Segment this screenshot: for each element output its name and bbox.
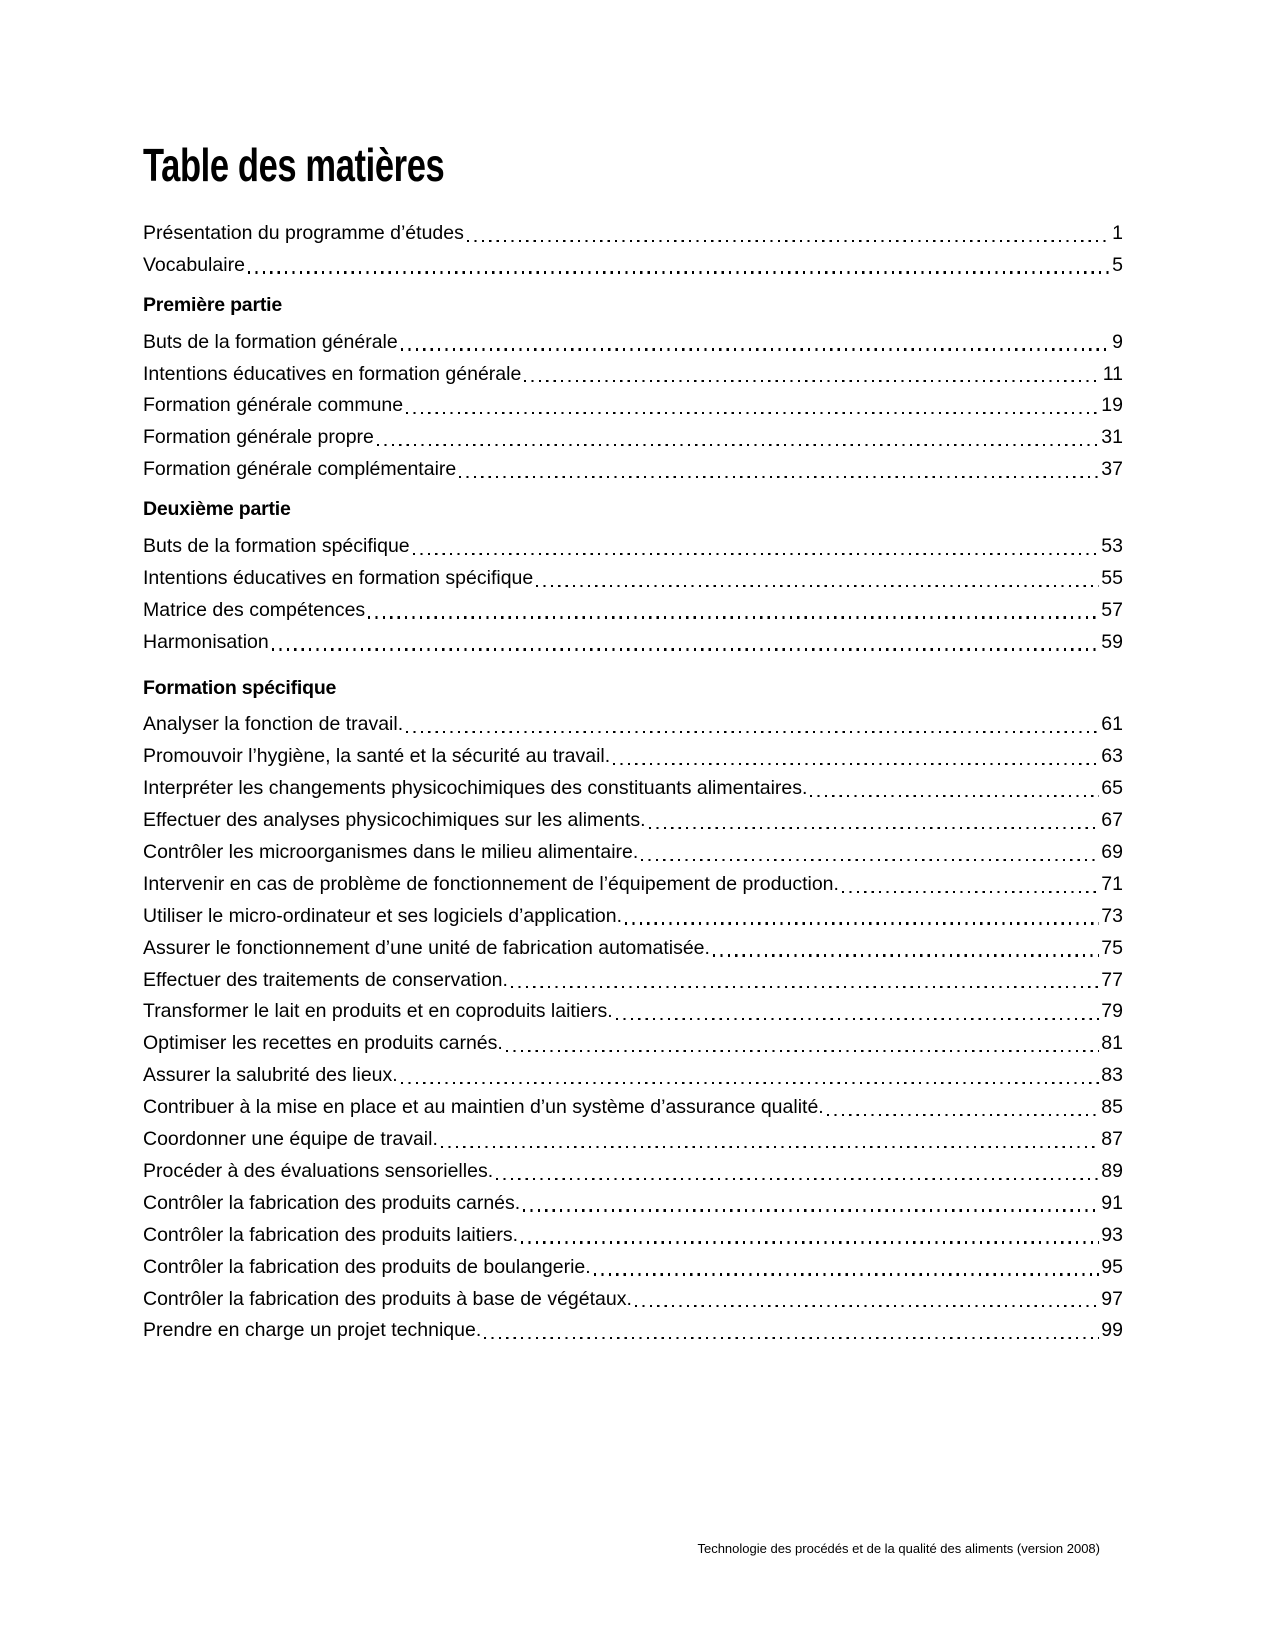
toc-entry-page-number: 61 [1101,713,1123,736]
toc-entry-page-number: 31 [1101,426,1123,449]
toc-entry[interactable] [143,1028,1123,1060]
toc-entry-label: Effectuer des traitements de conservation. [143,968,508,991]
page-title: Table des matières [143,139,445,191]
toc-entry-page-number: 9 [1112,330,1123,353]
dot-leader [459,476,1099,478]
toc-entry-page-number: 71 [1101,872,1123,895]
toc-entry-label: Contrôler la fabrication des produits à base de végétaux. [143,1287,632,1310]
toc-entry[interactable] [143,390,1123,422]
toc-entry-label: Procéder à des évaluations sensorielles. [143,1159,494,1182]
dot-leader [248,271,1110,273]
toc-entry-page-number: 19 [1101,394,1123,417]
toc-entry-label: Formation générale complémentaire [143,458,457,481]
toc-entry[interactable] [143,1315,1123,1347]
toc-entry-page-number: 65 [1101,777,1123,800]
toc-section [143,673,1123,1348]
dot-leader [377,444,1099,446]
dot-leader [536,585,1099,587]
toc-entry-page-number: 85 [1101,1096,1123,1119]
dot-leader [272,648,1100,650]
toc-entry-label: Contribuer à la mise en place et au maintien d’un système d’assurance qualité. [143,1096,824,1119]
toc-entry[interactable] [143,1220,1123,1252]
dot-leader [401,1082,1100,1084]
toc-entry[interactable] [143,422,1123,454]
dot-leader [406,731,1099,733]
dot-leader [713,954,1099,956]
dot-leader [496,1178,1099,1180]
toc-entry[interactable] [143,563,1123,595]
toc-entry[interactable] [143,805,1123,837]
toc-section-heading: Deuxième partie [143,498,291,521]
toc-section-heading: Formation spécifique [143,676,337,699]
toc-entry[interactable] [143,965,1123,997]
toc-entry-label: Assurer la salubrité des lieux. [143,1064,398,1087]
dot-leader [413,553,1100,555]
dot-leader [842,891,1099,893]
toc-entry[interactable] [143,1124,1123,1156]
dot-leader [484,1337,1099,1339]
toc-entry[interactable] [143,709,1123,741]
toc-entry[interactable] [143,1284,1123,1316]
toc-entry-page-number: 53 [1101,535,1123,558]
dot-leader [521,1241,1099,1243]
dot-leader [635,1305,1099,1307]
toc-entry-page-number: 79 [1101,1000,1123,1023]
toc-entry-page-number: 69 [1101,841,1123,864]
toc-entry-label: Présentation du programme d’études [143,222,464,244]
dot-leader [616,1018,1100,1020]
toc-entry[interactable] [143,218,1123,250]
toc-entry[interactable] [143,1060,1123,1092]
dot-leader [625,922,1099,924]
toc-entry-label: Harmonisation [143,630,269,653]
dot-leader [506,1050,1099,1052]
dot-leader [827,1114,1100,1116]
toc-entry-label: Contrôler la fabrication des produits de boulangerie. [143,1255,591,1278]
toc-entry-page-number: 83 [1101,1064,1123,1087]
page-body [143,141,1123,1347]
toc-entry[interactable] [143,595,1123,627]
toc-entry-label: Buts de la formation spécifique [143,535,410,558]
toc-entry-page-number: 81 [1101,1032,1123,1055]
toc-entry-page-number: 59 [1101,630,1123,653]
toc-entry[interactable] [143,869,1123,901]
toc-entry-label: Formation générale propre [143,426,374,449]
toc-entry[interactable] [143,454,1123,486]
toc-entry-page-number: 73 [1101,904,1123,927]
toc-entry[interactable] [143,531,1123,563]
toc-entry[interactable] [143,996,1123,1028]
toc-entry-label: Contrôler la fabrication des produits carnés. [143,1191,521,1214]
toc-entry-label: Analyser la fonction de travail. [143,713,404,736]
toc-entry-page-number: 97 [1101,1287,1123,1310]
toc-section [143,290,1123,486]
dot-leader [368,616,1099,618]
toc-section [143,218,1123,282]
toc-entry-label: Vocabulaire [143,253,245,276]
toc-entry-label: Intentions éducatives en formation générale [143,362,522,385]
toc-entry-label: Effectuer des analyses physicochimiques sur les aliments. [143,809,646,832]
toc-section [143,494,1123,658]
toc-section-heading: Première partie [143,293,282,316]
toc-entry-page-number: 67 [1101,809,1123,832]
toc-entry[interactable] [143,901,1123,933]
toc-entry-label: Contrôler les microorganismes dans le milieu alimentaire. [143,841,639,864]
toc-entry-label: Assurer le fonctionnement d’une unité de fabrication automatisée. [143,936,710,959]
toc-entry-page-number: 91 [1101,1191,1123,1214]
toc-entry-page-number: 63 [1101,745,1123,768]
toc-entry-label: Coordonner une équipe de travail. [143,1128,438,1151]
toc-entry-label: Contrôler la fabrication des produits laitiers. [143,1223,519,1246]
toc-entry-label: Formation générale commune [143,394,404,417]
toc-entry-label: Promouvoir l’hygiène, la santé et la sécurité au travail. [143,745,611,768]
toc-entry-label: Utiliser le micro-ordinateur et ses logiciels d’application. [143,904,623,927]
toc-entry[interactable] [143,741,1123,773]
toc-entry[interactable] [143,1156,1123,1188]
toc-entry[interactable] [143,837,1123,869]
toc-entry[interactable] [143,250,1123,282]
toc-entry-page-number: 77 [1101,968,1123,991]
toc-entry[interactable] [143,359,1123,391]
toc-entry-label: Buts de la formation générale [143,330,398,353]
footer-note: Technologie des procédés et de la qualité des aliments (version 2008) [697,1541,1100,1556]
dot-leader [467,240,1110,242]
toc-entry[interactable] [143,327,1123,359]
toc-entry-page-number: 55 [1101,566,1123,589]
toc-entry[interactable] [143,627,1123,659]
toc-entry-label: Prendre en charge un projet technique. [143,1319,482,1342]
toc-entry-page-number: 1 [1112,222,1123,244]
toc-entry-label: Interpréter les changements physicochimiques des constituants alimentaires. [143,777,808,800]
dot-leader [810,795,1099,797]
dot-leader [649,827,1100,829]
toc-entry[interactable] [143,1188,1123,1220]
toc-entry[interactable] [143,1092,1123,1124]
toc-entry[interactable] [143,933,1123,965]
dot-leader [594,1273,1100,1275]
dot-leader [641,859,1099,861]
dot-leader [401,348,1110,350]
toc [143,218,1123,1347]
toc-entry-page-number: 95 [1101,1255,1123,1278]
dot-leader [524,380,1100,382]
toc-entry-page-number: 37 [1101,458,1123,481]
toc-entry-label: Matrice des compétences [143,598,366,621]
toc-entry-page-number: 75 [1101,936,1123,959]
toc-entry-page-number: 87 [1101,1128,1123,1151]
toc-entry-page-number: 57 [1101,598,1123,621]
dot-leader [613,763,1099,765]
toc-entry-label: Optimiser les recettes en produits carnés. [143,1032,503,1055]
toc-entry-page-number: 93 [1101,1223,1123,1246]
dot-leader [441,1146,1099,1148]
toc-entry-label: Transformer le lait en produits et en coproduits laitiers. [143,1000,613,1023]
toc-entry-label: Intervenir en cas de problème de fonctionnement de l’équipement de production. [143,872,839,895]
toc-entry-page-number: 99 [1101,1319,1123,1342]
dot-leader [523,1209,1099,1211]
toc-entry[interactable] [143,1252,1123,1284]
toc-entry[interactable] [143,773,1123,805]
toc-entry-page-number: 89 [1101,1159,1123,1182]
toc-entry-page-number: 5 [1112,253,1123,276]
dot-leader [406,412,1099,414]
toc-entry-page-number: 11 [1102,362,1123,385]
toc-entry-label: Intentions éducatives en formation spécifique [143,566,534,589]
dot-leader [511,986,1099,988]
